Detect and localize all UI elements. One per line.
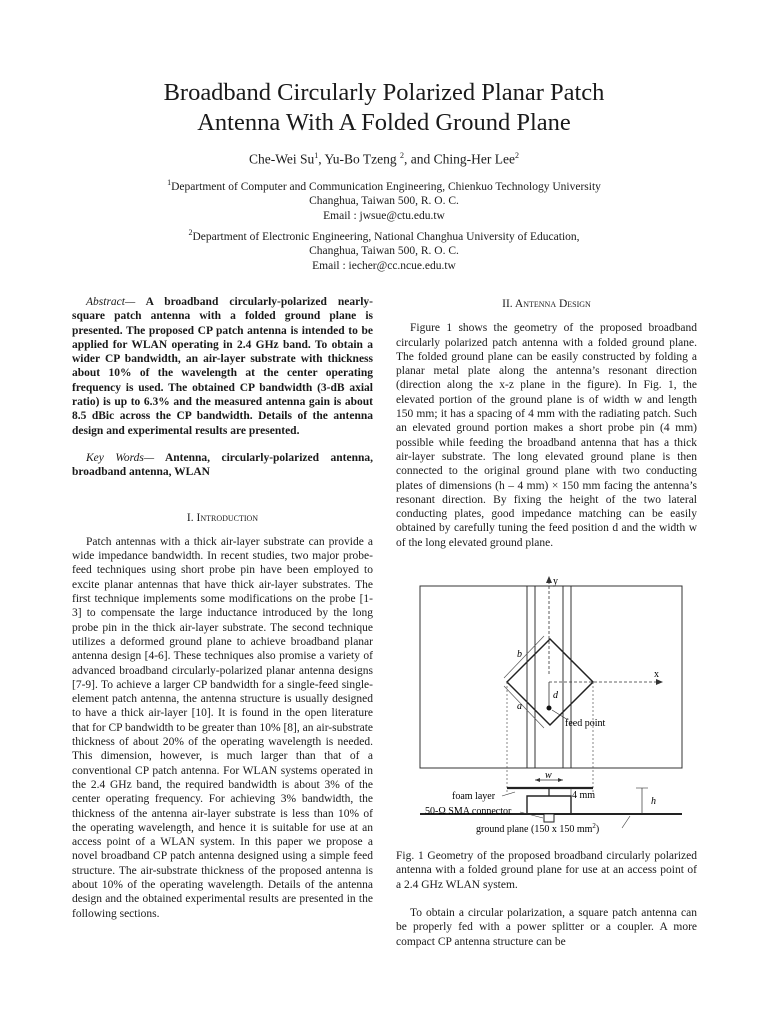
- section-heading-introduction: I. Introduction: [186, 511, 259, 524]
- affiliation-1: $^1$Department of Computer and Communication Engineering, Chienkuo Technology University Changhua, Taiwan 500, R. O. C. Email : jwsue@ctu.edu.tw: [60, 176, 708, 223]
- feed-point-marker: [547, 706, 552, 711]
- antenna-design-body-continued: To obtain a circular polarization, a square patch antenna can be properly fed with a power splitter or a coupler. A more compact CP antenna structure can be: [396, 907, 697, 948]
- title-line-2: Antenna With A Folded Ground Plane: [197, 109, 571, 136]
- dim-b-label: b: [517, 649, 522, 660]
- email-1: Email : jwsue@ctu.edu.tw: [323, 209, 445, 222]
- paper-title: [60, 78, 708, 138]
- foam-layer-label: foam layer: [452, 791, 496, 802]
- sma-connector-label: 50-Ω SMA connector: [425, 806, 512, 817]
- author-1: Che-Wei Su: [249, 151, 315, 167]
- author-3: and Ching-Her Lee: [410, 151, 515, 167]
- affiliation-2: $^2$Department of Electronic Engineering, National Changhua University of Education, Changhua, Taiwan 500, R. O. C. Email : iecher@cc.ncue.edu.tw: [60, 226, 708, 273]
- dim-h-label: h: [651, 796, 656, 807]
- dim-a-label: a: [517, 701, 522, 712]
- figure-1-antenna-geometry: [410, 574, 710, 839]
- x-axis-label: x: [654, 669, 659, 680]
- abstract: Abstract— A broadband circularly-polarized nearly-square patch antenna with a folded ground plane is presented. The proposed CP patch antenna is intended to be applied for WLAN operating in 2.4 GHz band. To obtain a wider CP bandwidth, an air-layer substrate with thickness about 10% of the wavelength at the center operating frequency is used. The obtained CP bandwidth (3-dB axial ratio) is up to 6.3% and the measured antenna gain is about 8.5 dBic across the CP bandwidth. Details of the antenna design and experimental results are presented.: [72, 296, 373, 437]
- introduction-body: Patch antennas with a thick air-layer substrate can provide a wide impedance bandwidth. In recent studies, two major probe-feed techniques using short probe pin have been employed to excite planar antennas that have thick air-layer substrates. The first technique implements some modifications on the probe [1-3] to compensate the large inductance introduced by the long probe pin in the thick air-layer substrate. The second technique utilizes a deformed ground plane to achieve broadband planar antenna design [4-6]. These techniques also promise a variety of advanced broadband circularly-polarized planar antenna designs [7-9]. To achieve a larger CP bandwidth for a single-feed single-element patch antenna, the antenna structure is usually designed to have a thick air-layer [10]. It is found in the open literature that for CP bandwidth to be greater than 10% [8], an air-substrate thickness of about 20% of the operating wavelength is needed. This dimension, however, is much larger than that of a conventional CP patch antenna. For WLAN systems operated in the 2.4 GHz band, the required bandwidth is about 3% of the center operating frequency. For achieving 3% bandwidth, the thickness of the antenna air-layer substrate is less than 10% of the operating wavelength, and hence it is suitable for use at an access point of a WLAN system. In this paper we propose a novel broadband CP patch antenna designed using a simple feed structure. The air-substrate thickness of the proposed antenna is about 10% of the operating wavelength. Details of the antenna design and the obtained experimental results are presented in the following sections.: [72, 535, 373, 920]
- figure-1-caption: Fig. 1 Geometry of the proposed broadband circularly polarized antenna with a folded ground plane for use at an access point of a 2.4 GHz WLAN system.: [396, 850, 697, 891]
- feed-point-label: feed point: [565, 718, 606, 729]
- keywords: Key Words— Antenna, circularly-polarized antenna, broadband antenna, WLAN: [72, 451, 373, 479]
- title-line-1: Broadband Circularly Polarized Planar Patch: [163, 79, 605, 106]
- left-column: [72, 295, 373, 921]
- dim-d-label: d: [553, 690, 558, 701]
- author-2: Yu-Bo Tzeng: [324, 151, 397, 167]
- ground-plane-outline: [420, 586, 682, 768]
- section-heading-antenna-design: II. Antenna Design: [502, 298, 591, 310]
- author-list: Che-Wei Su$^1$, Yu-Bo Tzeng $^2$, and Ching-Her Lee$^2$: [249, 151, 519, 167]
- email-2: Email : iecher@cc.ncue.edu.tw: [312, 259, 456, 272]
- ground-plane-label: ground plane (150 x 150 $mm^2$): [476, 822, 600, 835]
- right-column: [396, 297, 697, 550]
- y-axis-label: y: [553, 576, 558, 587]
- antenna-design-body: Figure 1 shows the geometry of the proposed broadband circularly polarized patch antenna with a folded ground plane. The folded ground plane can be easily constructed by folding a planar metal plate along the antenna’s resonant direction (direction along the x-z plane in the figure). In Fig. 1, the elevated portion of the ground plane is of width w and length 150 mm; it has a spacing of 4 mm with the radiating patch. Such an elevated ground portion makes a short probe pin (4 mm) possible while feeding the broadband antenna that has a thick air-layer substrate. The long elevated ground plane is then connected to the original ground plane with two conducting plates of dimensions (h – 4 mm) × 150 mm facing the antenna’s resonant direction. By fixing the height of the two lateral conducting plates, good impedance matching can be easily obtained by carefully tuning the feed position d and the width w of the long elevated ground plane.: [396, 322, 697, 549]
- dim-w-label: w: [545, 770, 552, 781]
- spacing-4mm-label: 4 mm: [572, 790, 596, 801]
